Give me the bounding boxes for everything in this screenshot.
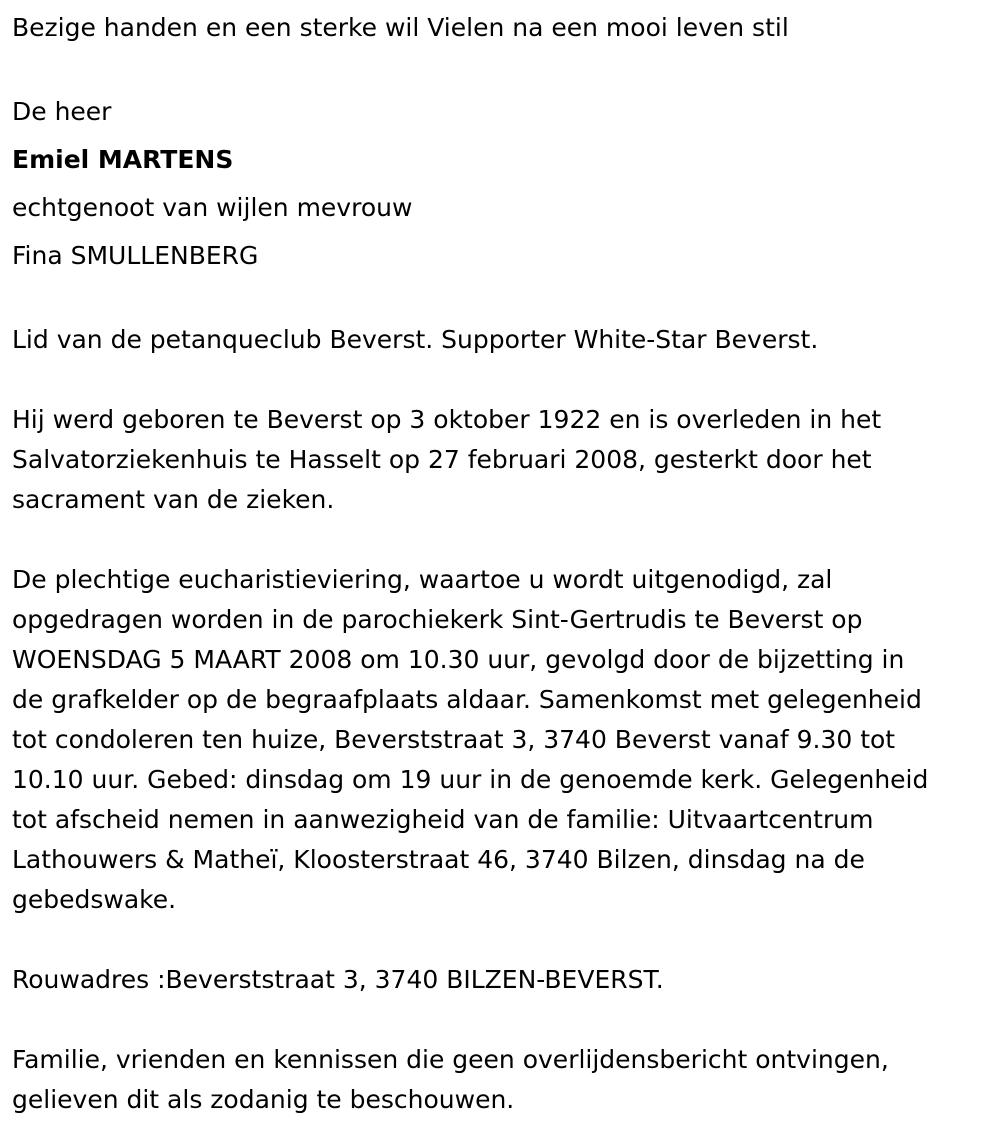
- paragraph-line: tot afscheid nemen in aanwezigheid van de familie: Uitvaartcentrum: [12, 805, 874, 834]
- paragraph-line: De plechtige eucharistieviering, waartoe u wordt uitgenodigd, zal: [12, 565, 833, 594]
- spouse-name: Fina SMULLENBERG: [12, 241, 259, 270]
- paragraph-line: tot condoleren ten huize, Beverststraat 3, 3740 Beverst vanaf 9.30 tot: [12, 725, 896, 754]
- paragraph-line: Salvatorziekenhuis te Hasselt op 27 februari 2008, gesterkt door het: [12, 445, 872, 474]
- birth-death-paragraph: [12, 400, 988, 520]
- paragraph-line: Hij werd geboren te Beverst op 3 oktober 1922 en is overleden in het: [12, 405, 882, 434]
- mourning-address: Rouwadres :Beverststraat 3, 3740 BILZEN-BEVERST.: [12, 965, 664, 994]
- deceased-name: Emiel MARTENS: [12, 145, 234, 174]
- paragraph-line: gebedswake.: [12, 885, 177, 914]
- paragraph-line: Familie, vrienden en kennissen die geen overlijdensbericht ontvingen,: [12, 1045, 889, 1074]
- paragraph-line: 10.10 uur. Gebed: dinsdag om 19 uur in de genoemde kerk. Gelegenheid: [12, 765, 929, 794]
- paragraph-line: de grafkelder op de begraafplaats aldaar. Samenkomst met gelegenheid: [12, 685, 922, 714]
- name-block: [12, 88, 988, 280]
- relation-line: echtgenoot van wijlen mevrouw: [12, 193, 413, 222]
- motto-line: Bezige handen en een sterke wil Vielen na een mooi leven stil: [12, 13, 789, 42]
- closing-paragraph: [12, 1040, 988, 1120]
- membership-line: Lid van de petanqueclub Beverst. Supporter White-Star Beverst.: [12, 325, 819, 354]
- paragraph-line: WOENSDAG 5 MAART 2008 om 10.30 uur, gevolgd door de bijzetting in: [12, 645, 905, 674]
- ceremony-paragraph: [12, 560, 988, 920]
- paragraph-line: gelieven dit als zodanig te beschouwen.: [12, 1085, 515, 1114]
- paragraph-line: Lathouwers & Matheï, Kloosterstraat 46, 3740 Bilzen, dinsdag na de: [12, 845, 865, 874]
- paragraph-line: opgedragen worden in de parochiekerk Sint-Gertrudis te Beverst op: [12, 605, 863, 634]
- title-line: De heer: [12, 97, 112, 126]
- paragraph-line: sacrament van de zieken.: [12, 485, 335, 514]
